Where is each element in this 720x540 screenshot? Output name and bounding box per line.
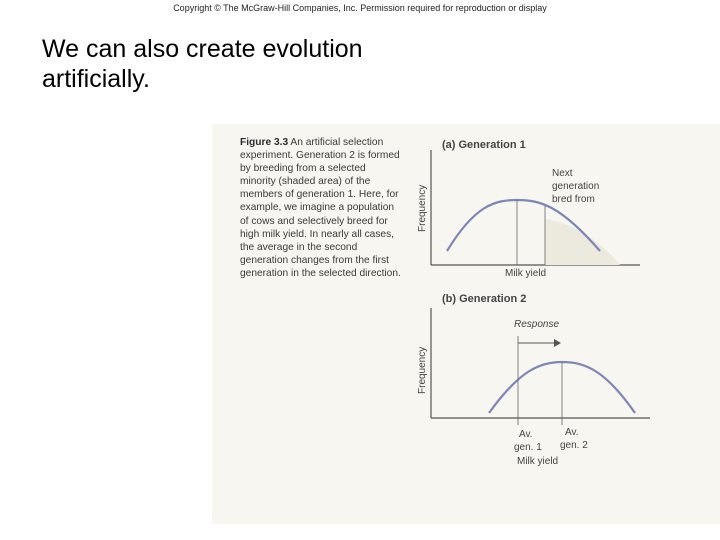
panel-b-y-label: Frequency [417, 346, 428, 394]
response-arrow-head [554, 339, 561, 347]
panel-b-x-label: Milk yield [517, 456, 559, 467]
response-label: Response [514, 319, 560, 330]
panel-a-annotation: Next generation bred from [552, 168, 600, 205]
caption-text: An artificial selection experiment. Generation 2 is formed by breeding from a selected minority (shaded area) of the members of generation 1. Here, for example, we imagine a population of cows and selectively breed for high milk yield. In nearly all cases, the average in the second generation changes from the first generation in the selected direction. [240, 137, 401, 279]
slide-title: We can also create evolution artificially. [42, 35, 363, 93]
mean-gen2-label: Av. gen. 2 [560, 427, 588, 451]
panel-a [417, 139, 640, 279]
panel-b [417, 293, 650, 467]
panel-a-x-label: Milk yield [505, 268, 547, 279]
panel-a-shaded-area [545, 219, 620, 265]
figure-label: Figure 3.3 [240, 137, 289, 148]
panel-a-title: (a) Generation 1 [442, 139, 526, 151]
copyright-notice: Copyright © The McGraw-Hill Companies, Inc. Permission required for reproduction or display [173, 3, 547, 13]
panel-a-y-label: Frequency [417, 184, 428, 232]
mean-gen1-label: Av. gen. 1 [514, 429, 542, 453]
panel-b-title: (b) Generation 2 [442, 293, 527, 305]
